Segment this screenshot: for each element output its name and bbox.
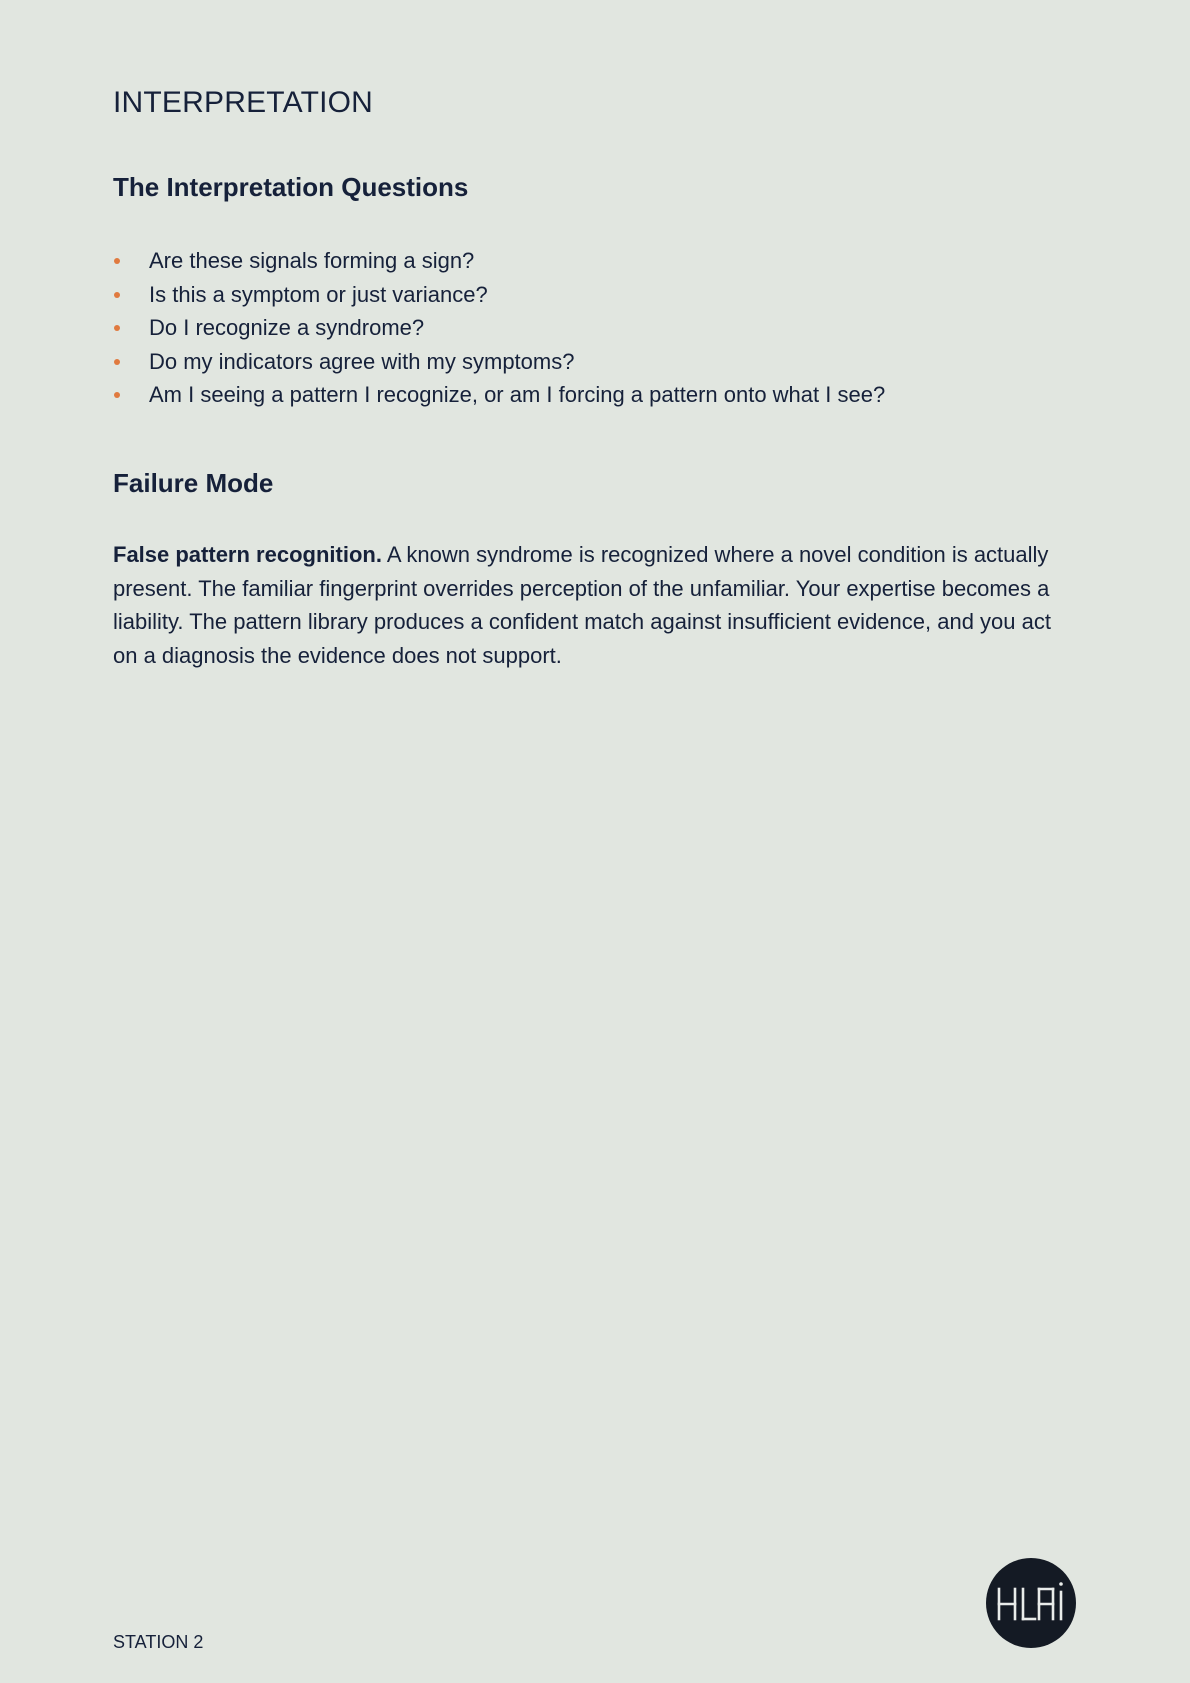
list-item-text: Do I recognize a syndrome?	[149, 315, 425, 340]
failure-mode-lead: False pattern recognition.	[113, 542, 382, 567]
footer-station-label: STATION 2	[113, 1632, 204, 1652]
bullet-icon	[114, 258, 120, 264]
list-item	[113, 244, 1073, 278]
section-title: INTERPRETATION	[113, 86, 374, 119]
bullet-icon	[114, 325, 120, 331]
bullet-icon	[114, 359, 120, 365]
questions-list	[113, 244, 1073, 412]
questions-heading: The Interpretation Questions	[113, 172, 469, 202]
list-item	[113, 311, 1073, 345]
list-item	[113, 278, 1073, 312]
list-item-text: Do my indicators agree with my symptoms?	[149, 348, 575, 374]
bullet-icon	[114, 292, 120, 298]
list-item-text: Are these signals forming a sign?	[149, 248, 475, 273]
failure-mode-paragraph	[113, 538, 1075, 672]
bullet-icon	[114, 392, 120, 398]
failure-mode-heading: Failure Mode	[113, 468, 274, 498]
hlai-logo-icon	[986, 1558, 1076, 1648]
failure-mode-body: A known syndrome is recognized where a novel condition is actually present. The familiar fingerprint overrides perception of the unfamiliar. Your expertise becomes a liability. The pattern library produces a confident match against insufficient evidence, and you act on a diagnosis the evidence does not support.	[113, 542, 1051, 668]
list-item	[113, 378, 1073, 412]
list-item-text: Is this a symptom or just variance?	[149, 281, 488, 307]
list-item	[113, 345, 1073, 379]
hlai-logo-mark	[986, 1558, 1076, 1648]
list-item-text: Am I seeing a pattern I recognize, or am I forcing a pattern onto what I see?	[149, 382, 886, 407]
